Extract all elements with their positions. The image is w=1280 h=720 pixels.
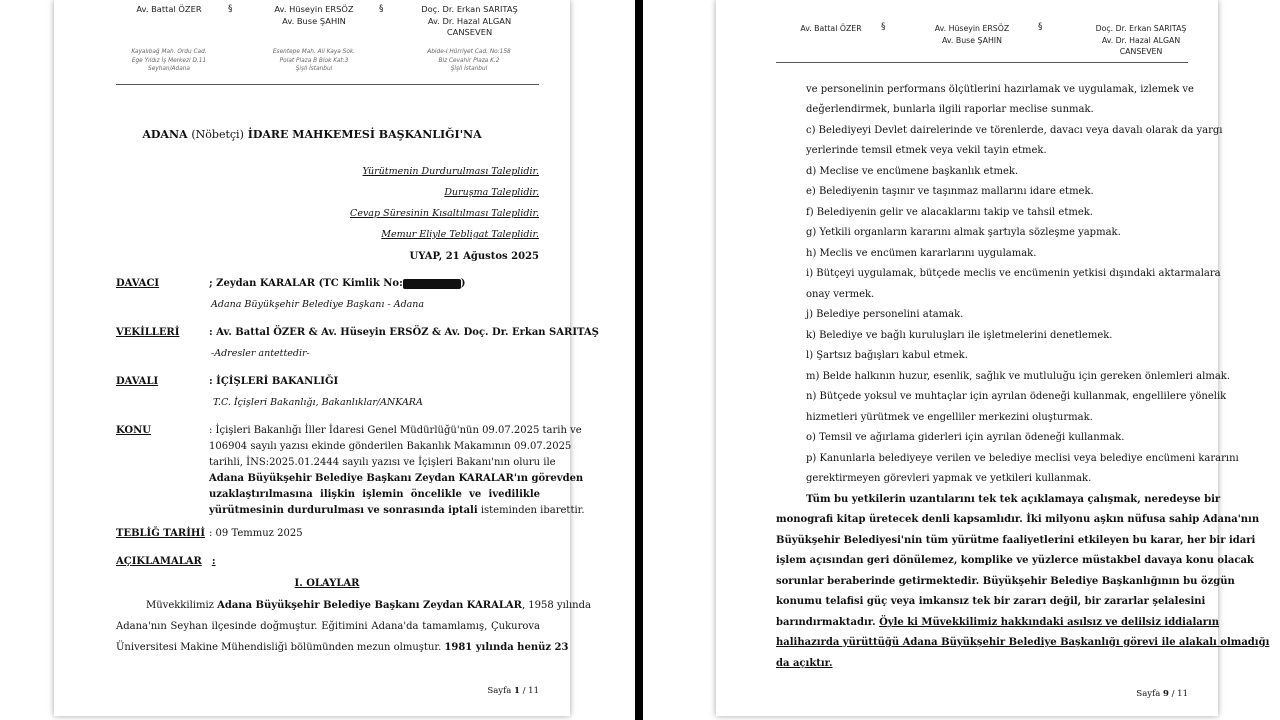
teblig-label xyxy=(116,528,217,539)
davaci-value xyxy=(209,278,466,289)
lawyer-2-line-2: Av. Buse ŞAHIN xyxy=(282,15,346,26)
text-line: d) Meclise ve encümene başkanlık etmek. xyxy=(806,166,1019,177)
document-page-1 xyxy=(54,0,599,716)
para-text: , 1958 yılında xyxy=(521,600,591,611)
vekilleri-value: : Av. Battal ÖZER & Av. Hüseyin ERSÖZ & Av. Doç. Dr. Erkan SARITAŞ xyxy=(209,327,599,338)
text-line: hizmetleri yürütmek ve engelliler merkezini oluşturmak. xyxy=(806,412,1093,423)
bold-line: monografi kitap üretecek denli kapsamlıdır. İki milyonu aşkın nüfusa sahip Adana'nın xyxy=(776,514,1260,525)
text-line: ve personelinin performans ölçütlerini hazırlamak ve uygulamak, izlemek ve xyxy=(806,84,1194,95)
request-line: Yürütmenin Durdurulması Taleplidir. xyxy=(362,166,539,177)
section-sign: § xyxy=(881,22,886,32)
lawyer-2-line-2: Av. Buse ŞAHIN xyxy=(942,35,1002,45)
text-line: n) Bütçede yoksul ve muhtaçlar için ayrılan ödeneği kullanmak, engellilere yönelik xyxy=(806,391,1227,402)
davaci-close: ) xyxy=(460,278,466,289)
text-line: değerlendirmek, bunlarla ilgili raporlar meclise sunmak. xyxy=(806,104,1094,115)
bold-line: işlem açısından geri dönülemez, komplike ve yüzlerce müstakbel davaya konu olacak xyxy=(776,555,1254,566)
vekilleri-label-text: VEKİLLERİ xyxy=(116,327,180,338)
text-line: yerlerinde temsil etmek veya vekil tayin etmek. xyxy=(806,145,1047,156)
page-divider xyxy=(635,0,643,720)
aciklamalar-label xyxy=(116,556,216,567)
text-line: p) Kanunlarla belediyeye verilen ve belediye meclisi veya belediye encümeni kararını xyxy=(806,453,1239,464)
konu-line: tarihli, İNS:2025.01.2444 sayılı yazısı ve İçişleri Bakanı'nın oluru ile xyxy=(209,457,556,468)
page-prefix: Sayfa xyxy=(1136,689,1163,699)
redacted-id xyxy=(403,279,461,289)
text-line: l) Şartsız bağışları kabul etmek. xyxy=(806,350,968,361)
court-title-part: ADANA xyxy=(142,128,192,141)
letterhead-lawyer-2 xyxy=(254,4,374,27)
lawyer-3-line-3: CANSEVEN xyxy=(1119,47,1163,56)
address-line: Polat Plaza B Blok Kat:3 xyxy=(279,57,349,64)
davali-label-text: DAVALI xyxy=(116,376,159,387)
section-sign: § xyxy=(379,4,384,14)
paragraph-line xyxy=(146,600,591,611)
para-bold: Adana Büyükşehir Belediye Başkanı Zeydan KARALAR xyxy=(217,600,522,611)
page-suffix: / 11 xyxy=(519,686,539,696)
konu-label-text: KONU xyxy=(116,425,151,436)
davaci-subtitle: Adana Büyükşehir Belediye Başkanı - Adana xyxy=(211,299,425,310)
section-sign: § xyxy=(1038,22,1043,32)
davaci-label-text: DAVACI xyxy=(116,278,160,289)
lawyer-2-line-1: Av. Hüseyin ERSÖZ xyxy=(934,24,1010,33)
konu-end: isteminden ibarettir. xyxy=(477,505,585,516)
request-line: Duruşma Taleplidir. xyxy=(444,187,539,198)
paragraph-line: Adana'nın Seyhan ilçesinde doğmuştur. Eğitimini Adana'da tamamlamış, Çukurova xyxy=(116,621,540,632)
bold-text: barındırmaktadır. xyxy=(776,617,880,628)
text-line: k) Belediye ve bağlı kuruluşları ile işletmelerini denetlemek. xyxy=(806,330,1113,341)
document-page-9 xyxy=(716,0,1270,716)
olaylar-heading: I. OLAYLAR xyxy=(294,578,360,589)
address-line: Abide-i Hürriyet Cad. No:158 xyxy=(427,49,511,55)
aciklamalar-colon: : xyxy=(211,556,216,567)
address-line: Şişli İstanbul xyxy=(295,66,333,73)
lawyer-2-line-1: Av. Hüseyin ERSÖZ xyxy=(274,4,354,14)
lawyer-3-line-1: Doç. Dr. Erkan SARITAŞ xyxy=(421,4,518,14)
konu-label xyxy=(116,425,209,436)
konu-line: : İçişleri Bakanlığı İller İdaresi Genel Müdürlüğü'nün 09.07.2025 tarih ve xyxy=(209,425,582,436)
page-num: 9 xyxy=(1162,689,1169,699)
address-3 xyxy=(404,48,534,74)
page-number xyxy=(487,686,539,696)
letterhead-lawyer-2 xyxy=(916,23,1028,46)
text-line: c) Belediyeyi Devlet dairelerinde ve törenlerde, davacı veya davalı olarak da yargı xyxy=(806,125,1223,136)
davaci-value-text: ; Zeydan KARALAR (TC Kimlik No: xyxy=(209,278,403,289)
text-line: i) Bütçeyi uygulamak, bütçede meclis ve encümenin yetkisi dışındaki aktarmalara xyxy=(806,268,1221,279)
bold-line: da açıktır. xyxy=(776,658,833,669)
text-line: e) Belediyenin taşınır ve taşınmaz mallarını idare etmek. xyxy=(806,186,1094,197)
konu-line: Adana Büyükşehir Belediye Başkanı Zeydan KARALAR'ın görevden xyxy=(209,473,584,484)
vekilleri-subtitle: -Adresler antettedir- xyxy=(211,348,310,359)
address-line: Biz Cevahir Plaza K.2 xyxy=(438,57,500,64)
davali-subtitle: T.C. İçişleri Bakanlığı, Bakanlıklar/ANKARA xyxy=(213,397,423,408)
letterhead-divider xyxy=(776,62,1188,63)
konu-line: 106904 sayılı yazısı ekinde gönderilen Bakanlık Makamının 09.07.2025 xyxy=(209,441,572,452)
request-line: Cevap Süresinin Kısaltılması Taleplidir. xyxy=(350,208,539,219)
page-suffix: / 11 xyxy=(1168,689,1188,699)
letterhead-lawyer-3 xyxy=(402,4,537,39)
bold-underlined-text: Öyle ki Müvekkilimiz hakkındaki asılsız ve delilsiz iddiaların xyxy=(879,617,1220,628)
letterhead-lawyer-1: Av. Battal ÖZER xyxy=(136,4,202,14)
text-line: j) Belediye personelini atamak. xyxy=(806,309,964,320)
bold-line xyxy=(776,617,1220,628)
lawyer-3-line-2: Av. Dr. Hazal ALGAN xyxy=(1101,35,1181,45)
text-line: h) Meclis ve encümen kararlarını uygulamak. xyxy=(806,248,1037,259)
address-2 xyxy=(249,48,379,74)
para-text: Müvekkilimiz xyxy=(146,600,218,611)
text-line: m) Belde halkının huzur, esenlik, sağlık ve mutluluğu için gereken önlemleri almak. xyxy=(806,371,1231,382)
address-line: Ege Yıldız İş Merkezi D.11 xyxy=(131,57,207,64)
court-title-part: (Nöbetçi) xyxy=(191,128,244,141)
text-line: onay vermek. xyxy=(806,289,875,300)
address-line: Esentepe Mah. Ali Kaya Sok. xyxy=(272,49,356,55)
lawyer-3-line-1: Doç. Dr. Erkan SARITAŞ xyxy=(1095,24,1187,33)
teblig-label-text: TEBLİĞ TARİHİ xyxy=(116,528,206,539)
para-bold: 1981 yılında henüz 23 xyxy=(444,642,569,653)
davaci-label xyxy=(116,278,201,289)
letterhead-lawyer-3 xyxy=(1076,23,1206,58)
bold-line: halihazırda yürüttüğü Adana Büyükşehir Belediye Başkanlığı görevi ile alakalı olmadığı xyxy=(776,637,1270,648)
address-line: Kayalıbağ Mah. Ordu Cad. xyxy=(131,49,207,55)
teblig-value: : 09 Temmuz 2025 xyxy=(209,528,303,539)
paragraph-line xyxy=(116,642,569,653)
letterhead-lawyer-1: Av. Battal ÖZER xyxy=(800,24,862,33)
section-sign: § xyxy=(228,4,233,14)
page-num: 1 xyxy=(513,686,520,696)
text-line: o) Temsil ve ağırlama giderleri için ayrılan ödeneği kullanmak. xyxy=(806,432,1125,443)
address-line: Seyhan/Adana xyxy=(148,66,190,73)
address-line: Şişli İstanbul xyxy=(450,66,488,73)
court-title-part: İDARE MAHKEMESİ BAŞKANLIĞI'NA xyxy=(243,128,482,141)
para-text: Üniversitesi Makine Mühendisliği bölümünden mezun olmuştur. xyxy=(116,642,445,653)
letterhead-divider xyxy=(116,84,539,85)
address-1 xyxy=(109,48,229,74)
text-line: gerektirmeyen görevleri yapmak ve yetkileri kullanmak. xyxy=(806,473,1092,484)
konu-line: uzaklaştırılmasına ilişkin işlemin öncelikle ve ivedilikle xyxy=(209,489,540,500)
davali-value: : İÇİŞLERİ BAKANLIĞI xyxy=(209,376,339,387)
bold-line: sorunlar beraberinde getirmektedir. Büyükşehir Belediye Başkanlığının bu özgün xyxy=(776,576,1235,587)
text-line: g) Yetkili organların kararını almak şartıyla sözleşme yapmak. xyxy=(806,227,1121,238)
bold-line: Tüm bu yetkilerin uzantılarını tek tek açıklamaya çalışmak, neredeyse bir xyxy=(806,494,1221,505)
bold-line: Büyükşehir Belediyesi'nin tüm yürütme faaliyetlerini etkileyen bu karar, her bir idari xyxy=(776,535,1256,546)
vekilleri-label xyxy=(116,327,214,338)
konu-bold-end: yürütmesinin durdurulması ve sonrasında iptali xyxy=(209,505,478,516)
aciklamalar-label-text: AÇIKLAMALAR xyxy=(116,556,202,567)
text-line: f) Belediyenin gelir ve alacaklarını takip ve tahsil etmek. xyxy=(806,207,1093,218)
uyap-date: UYAP, 21 Ağustos 2025 xyxy=(409,251,539,262)
lawyer-3-line-3: CANSEVEN xyxy=(446,27,493,37)
lawyer-3-line-2: Av. Dr. Hazal ALGAN xyxy=(427,15,512,26)
court-title xyxy=(54,128,570,142)
konu-line xyxy=(209,504,585,518)
bold-line: konumu telafisi güç veya imkansız tek bir zararı değil, bir zararlar şelalesini xyxy=(776,596,1206,607)
request-line: Memur Eliyle Tebligat Taleplidir. xyxy=(381,229,539,240)
davali-label xyxy=(116,376,206,387)
page-number xyxy=(1136,689,1188,699)
page-prefix: Sayfa xyxy=(487,686,514,696)
